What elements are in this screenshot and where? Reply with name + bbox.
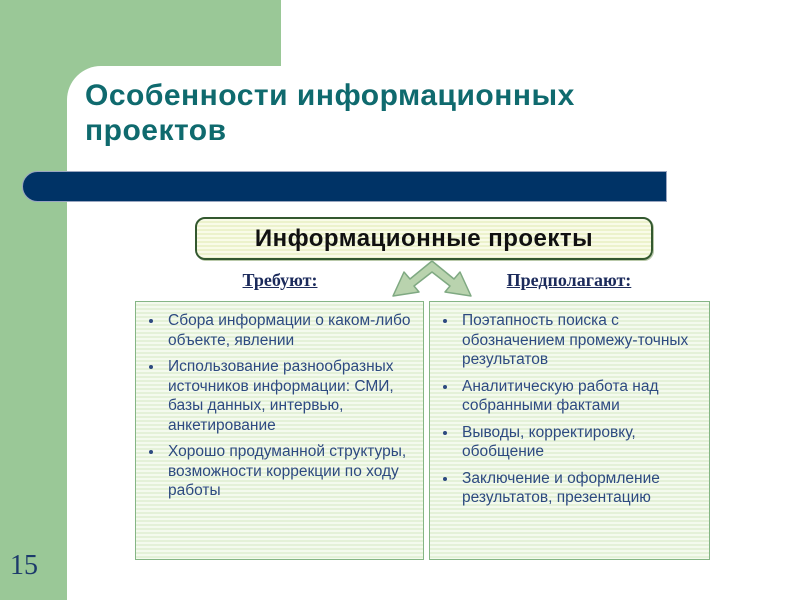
diagram-header-label: Информационные проекты xyxy=(254,224,594,252)
list-item: • Выводы, корректировку, обобщение xyxy=(458,423,703,462)
list-item: • Аналитическую работа над собранными фактами xyxy=(458,377,703,416)
suppose-list xyxy=(458,311,703,508)
title-divider-bar xyxy=(22,171,667,202)
list-item: • Использование разнообразных источников информации: СМИ, базы данных, интервью, анкетирование xyxy=(164,357,417,435)
list-item: • Хорошо продуманной структуры, возможности коррекции по ходу работы xyxy=(164,442,417,501)
require-list-box xyxy=(135,301,424,560)
page-number: 15 xyxy=(10,550,38,581)
column-heading-require: Требуют: xyxy=(242,270,318,290)
list-item: • Заключение и оформление результатов, презентацию xyxy=(458,469,703,508)
require-list xyxy=(164,311,417,501)
list-item: • Поэтапность поиска с обозначением промежу-точных результатов xyxy=(458,311,703,370)
list-item: • Сбора информации о каком-либо объекте, явлении xyxy=(164,311,417,350)
double-branch-arrow-icon xyxy=(388,258,476,302)
column-heading-suppose: Предполагают: xyxy=(506,270,632,290)
slide-title: Особенности информационных проектов xyxy=(85,79,575,148)
suppose-list-box xyxy=(429,301,710,560)
diagram-header-box xyxy=(195,217,653,260)
